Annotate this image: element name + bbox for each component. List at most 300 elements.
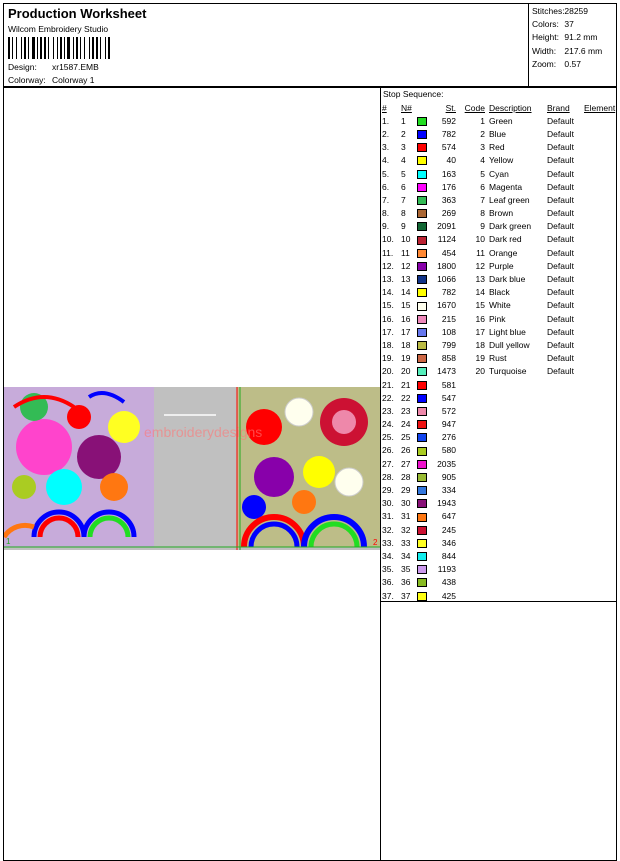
row-needle: 19 <box>401 353 411 364</box>
row-code: 6 <box>480 181 485 192</box>
row-description: Dark red <box>489 234 522 245</box>
row-description <box>489 444 547 457</box>
row-description: Magenta <box>489 181 523 192</box>
swatch-box <box>417 578 427 587</box>
start-marker: 1 <box>6 537 11 546</box>
row-element <box>584 365 615 378</box>
row-description: White <box>489 300 511 311</box>
row-num: 7. <box>382 194 390 205</box>
table-row <box>382 404 615 417</box>
row-code <box>459 483 489 496</box>
color-swatch <box>417 352 433 365</box>
design-info <box>532 6 602 72</box>
row-element <box>584 352 615 365</box>
row-brand: Default <box>547 326 574 337</box>
swatch-box <box>417 302 427 311</box>
row-code <box>459 431 489 444</box>
swatch-box <box>417 565 427 574</box>
swatch-box <box>417 552 427 561</box>
color-swatch <box>417 444 433 457</box>
row-num: 12. <box>382 260 394 271</box>
row-needle: 13 <box>401 274 411 285</box>
color-swatch <box>417 457 433 470</box>
table-row <box>382 246 615 259</box>
row-brand <box>547 549 584 562</box>
page-title: Production Worksheet <box>8 6 147 21</box>
row-needle: 29 <box>401 485 411 496</box>
row-element <box>584 220 615 233</box>
row-stitches: 844 <box>441 550 456 561</box>
color-swatch <box>417 431 433 444</box>
row-element <box>584 127 615 140</box>
row-stitches: 108 <box>441 326 456 337</box>
row-num: 25. <box>382 432 394 443</box>
row-element <box>584 312 615 325</box>
row-element <box>584 286 615 299</box>
table-header-row <box>382 101 615 114</box>
header-divider <box>528 4 529 88</box>
row-description: Dark green <box>489 221 532 232</box>
row-stitches: 176 <box>441 181 456 192</box>
right-motif <box>237 387 380 547</box>
color-swatch <box>417 259 433 272</box>
row-needle: 26 <box>401 445 411 456</box>
design-label: Design: <box>8 62 37 72</box>
row-code <box>459 470 489 483</box>
color-swatch <box>417 154 433 167</box>
color-swatch <box>417 246 433 259</box>
row-stitches: 782 <box>441 128 456 139</box>
row-description: Brown <box>489 208 514 219</box>
row-num: 21. <box>382 379 394 390</box>
color-swatch <box>417 483 433 496</box>
row-brand: Default <box>547 181 574 192</box>
row-brand <box>547 470 584 483</box>
row-stitches: 581 <box>441 379 456 390</box>
table-row <box>382 536 615 549</box>
row-description: Dull yellow <box>489 339 530 350</box>
row-code: 19 <box>475 353 485 364</box>
row-brand <box>547 457 584 470</box>
swatch-box <box>417 367 427 376</box>
row-code <box>459 523 489 536</box>
row-stitches: 547 <box>441 392 456 403</box>
row-num: 8. <box>382 208 390 219</box>
row-element <box>584 325 615 338</box>
swatch-box <box>417 499 427 508</box>
col-header-num: # <box>382 102 387 113</box>
color-swatch <box>417 404 433 417</box>
table-row <box>382 444 615 457</box>
table-row <box>382 418 615 431</box>
row-brand: Default <box>547 234 574 245</box>
col-header-n: N# <box>401 102 412 113</box>
row-code <box>459 391 489 404</box>
col-header-code: Code <box>464 102 485 113</box>
row-stitches: 580 <box>441 445 456 456</box>
row-stitches: 215 <box>441 313 456 324</box>
row-needle: 35 <box>401 564 411 575</box>
row-element <box>584 259 615 272</box>
color-swatch <box>417 141 433 154</box>
table-row <box>382 497 615 510</box>
table-row <box>382 127 615 140</box>
row-element <box>584 141 615 154</box>
table-row <box>382 378 615 391</box>
row-needle: 21 <box>401 379 411 390</box>
swatch-box <box>417 473 427 482</box>
row-brand: Default <box>547 247 574 258</box>
row-stitches: 1124 <box>437 234 456 245</box>
row-description: Leaf green <box>489 194 530 205</box>
row-brand <box>547 404 584 417</box>
swatch-box <box>417 341 427 350</box>
swatch-box <box>417 117 427 126</box>
row-description <box>489 510 547 523</box>
color-swatch <box>417 510 433 523</box>
row-element <box>584 523 615 536</box>
swatch-box <box>417 209 427 218</box>
row-description <box>489 404 547 417</box>
table-row <box>382 207 615 220</box>
row-stitches: 425 <box>441 590 456 601</box>
row-stitches: 1193 <box>437 564 456 575</box>
row-element <box>584 483 615 496</box>
row-description <box>489 549 547 562</box>
row-description <box>489 457 547 470</box>
row-needle: 12 <box>401 260 411 271</box>
notes-area <box>380 601 617 861</box>
color-swatch <box>417 207 433 220</box>
row-brand: Default <box>547 260 574 271</box>
color-swatch <box>417 312 433 325</box>
color-swatch <box>417 576 433 589</box>
row-num: 33. <box>382 537 394 548</box>
row-stitches: 574 <box>441 142 456 153</box>
row-brand: Default <box>547 128 574 139</box>
row-num: 5. <box>382 168 390 179</box>
row-description: Cyan <box>489 168 509 179</box>
row-num: 6. <box>382 181 390 192</box>
row-stitches: 1670 <box>437 300 456 311</box>
row-needle: 25 <box>401 432 411 443</box>
row-needle: 4 <box>401 155 406 166</box>
table-row <box>382 549 615 562</box>
swatch-box <box>417 236 427 245</box>
row-brand: Default <box>547 339 574 350</box>
row-brand: Default <box>547 274 574 285</box>
row-stitches: 1943 <box>437 498 456 509</box>
colorway-label: Colorway: <box>8 75 46 85</box>
col-header-brand: Brand <box>547 102 570 113</box>
table-row <box>382 180 615 193</box>
row-num: 13. <box>382 274 394 285</box>
row-num: 27. <box>382 458 394 469</box>
row-stitches: 1066 <box>437 274 456 285</box>
table-row <box>382 338 615 351</box>
row-stitches: 905 <box>441 471 456 482</box>
row-description: Purple <box>489 260 514 271</box>
row-element <box>584 193 615 206</box>
row-element <box>584 233 615 246</box>
swatch-box <box>417 394 427 403</box>
swatch-box <box>417 288 427 297</box>
row-brand: Default <box>547 208 574 219</box>
row-needle: 3 <box>401 142 406 153</box>
row-needle: 6 <box>401 181 406 192</box>
row-stitches: 858 <box>441 353 456 364</box>
row-needle: 24 <box>401 419 411 430</box>
row-stitches: 1800 <box>437 260 456 271</box>
row-element <box>584 338 615 351</box>
row-brand <box>547 431 584 444</box>
row-needle: 27 <box>401 458 411 469</box>
swatch-box <box>417 526 427 535</box>
row-code: 13 <box>475 274 485 285</box>
table-row <box>382 325 615 338</box>
row-description <box>489 470 547 483</box>
row-code: 7 <box>480 194 485 205</box>
row-brand: Default <box>547 287 574 298</box>
stop-sequence-table <box>382 101 615 602</box>
row-num: 36. <box>382 577 394 588</box>
swatch-box <box>417 328 427 337</box>
row-element <box>584 154 615 167</box>
table-row <box>382 272 615 285</box>
row-element <box>584 497 615 510</box>
row-needle: 16 <box>401 313 411 324</box>
color-swatch <box>417 233 433 246</box>
color-swatch <box>417 523 433 536</box>
color-swatch <box>417 272 433 285</box>
row-element <box>584 114 615 127</box>
table-row <box>382 483 615 496</box>
color-swatch <box>417 378 433 391</box>
row-description: Turquoise <box>489 366 527 377</box>
row-needle: 2 <box>401 128 406 139</box>
row-description: Green <box>489 115 513 126</box>
row-description <box>489 483 547 496</box>
row-description: Dark blue <box>489 274 526 285</box>
row-num: 1. <box>382 115 390 126</box>
row-num: 22. <box>382 392 394 403</box>
color-swatch <box>417 365 433 378</box>
row-code <box>459 536 489 549</box>
swatch-box <box>417 592 427 601</box>
row-needle: 23 <box>401 405 411 416</box>
row-brand: Default <box>547 353 574 364</box>
row-brand: Default <box>547 155 574 166</box>
info-zoom: Zoom: 0.57 <box>532 58 581 69</box>
row-stitches: 276 <box>441 432 456 443</box>
row-description <box>489 523 547 536</box>
swatch-box <box>417 513 427 522</box>
row-needle: 14 <box>401 287 411 298</box>
row-code: 14 <box>475 287 485 298</box>
row-num: 35. <box>382 564 394 575</box>
swatch-box <box>417 433 427 442</box>
row-needle: 11 <box>401 247 410 258</box>
row-code <box>459 444 489 457</box>
row-stitches: 2035 <box>437 458 456 469</box>
row-element <box>584 457 615 470</box>
row-element <box>584 246 615 259</box>
row-code <box>459 510 489 523</box>
swatch-box <box>417 249 427 258</box>
color-swatch <box>417 127 433 140</box>
row-code: 5 <box>480 168 485 179</box>
row-stitches: 454 <box>441 247 456 258</box>
row-element <box>584 431 615 444</box>
row-num: 17. <box>382 326 394 337</box>
color-swatch <box>417 325 433 338</box>
stop-sequence-panel <box>380 87 617 602</box>
row-needle: 28 <box>401 471 411 482</box>
row-needle: 7 <box>401 194 406 205</box>
row-code: 4 <box>480 155 485 166</box>
row-brand <box>547 444 584 457</box>
row-needle: 10 <box>401 234 411 245</box>
row-code <box>459 549 489 562</box>
color-swatch <box>417 338 433 351</box>
row-num: 9. <box>382 221 390 232</box>
row-stitches: 782 <box>441 287 456 298</box>
row-needle: 32 <box>401 524 411 535</box>
row-element <box>584 536 615 549</box>
row-needle: 33 <box>401 537 411 548</box>
info-height: Height: 91.2 mm <box>532 32 598 43</box>
row-brand <box>547 378 584 391</box>
row-num: 23. <box>382 405 394 416</box>
row-code <box>459 576 489 589</box>
row-stitches: 438 <box>441 577 456 588</box>
row-brand: Default <box>547 221 574 232</box>
design-row <box>8 62 99 72</box>
row-element <box>584 444 615 457</box>
row-stitches: 2091 <box>437 221 456 232</box>
row-stitches: 592 <box>441 115 456 126</box>
row-description: Blue <box>489 128 507 139</box>
swatch-box <box>417 315 427 324</box>
row-stitches: 269 <box>441 208 456 219</box>
row-brand <box>547 497 584 510</box>
row-element <box>584 549 615 562</box>
row-description: Yellow <box>489 155 514 166</box>
row-description <box>489 418 547 431</box>
swatch-box <box>417 143 427 152</box>
row-code: 16 <box>475 313 485 324</box>
color-swatch <box>417 549 433 562</box>
row-num: 24. <box>382 419 394 430</box>
row-description: Pink <box>489 313 506 324</box>
table-row <box>382 233 615 246</box>
app-name: Wilcom Embroidery Studio <box>8 24 109 34</box>
table-row <box>382 193 615 206</box>
row-element <box>584 272 615 285</box>
row-num: 2. <box>382 128 390 139</box>
row-element <box>584 576 615 589</box>
col-header-element: Element <box>584 102 616 113</box>
table-row <box>382 510 615 523</box>
row-code: 9 <box>480 221 485 232</box>
row-description <box>489 378 547 391</box>
row-needle: 34 <box>401 550 411 561</box>
color-swatch <box>417 470 433 483</box>
color-swatch <box>417 418 433 431</box>
swatch-box <box>417 407 427 416</box>
row-needle: 37 <box>401 590 411 601</box>
row-element <box>584 470 615 483</box>
row-needle: 30 <box>401 498 411 509</box>
table-row <box>382 563 615 576</box>
row-num: 16. <box>382 313 394 324</box>
row-element <box>584 378 615 391</box>
row-num: 26. <box>382 445 394 456</box>
worksheet-header <box>3 3 617 87</box>
row-brand: Default <box>547 115 574 126</box>
swatch-box <box>417 381 427 390</box>
row-brand: Default <box>547 194 574 205</box>
color-swatch <box>417 167 433 180</box>
table-row <box>382 457 615 470</box>
row-description: Light blue <box>489 326 526 337</box>
row-code <box>459 563 489 576</box>
row-stitches: 572 <box>441 405 456 416</box>
row-stitches: 245 <box>441 524 456 535</box>
row-element <box>584 207 615 220</box>
row-brand: Default <box>547 142 574 153</box>
table-row <box>382 391 615 404</box>
row-num: 28. <box>382 471 394 482</box>
row-code: 12 <box>475 260 485 271</box>
row-code <box>459 457 489 470</box>
row-stitches: 163 <box>441 168 456 179</box>
swatch-box <box>417 486 427 495</box>
info-width: Width: 217.6 mm <box>532 45 603 56</box>
color-swatch <box>417 299 433 312</box>
row-element <box>584 563 615 576</box>
table-row <box>382 299 615 312</box>
row-code: 15 <box>475 300 485 311</box>
row-needle: 31 <box>401 511 411 522</box>
row-needle: 1 <box>401 115 406 126</box>
row-num: 20. <box>382 366 394 377</box>
row-brand: Default <box>547 168 574 179</box>
swatch-box <box>417 447 427 456</box>
info-colors: Colors: 37 <box>532 19 574 30</box>
swatch-box <box>417 262 427 271</box>
swatch-box <box>417 354 427 363</box>
row-description <box>489 536 547 549</box>
row-stitches: 799 <box>441 339 456 350</box>
col-header-st: St. <box>445 102 456 113</box>
table-row <box>382 114 615 127</box>
embroidery-design-preview <box>4 387 380 550</box>
row-brand <box>547 563 584 576</box>
table-row <box>382 365 615 378</box>
row-brand <box>547 391 584 404</box>
row-needle: 8 <box>401 208 406 219</box>
row-num: 4. <box>382 155 390 166</box>
row-stitches: 947 <box>441 419 456 430</box>
color-swatch <box>417 286 433 299</box>
swatch-box <box>417 460 427 469</box>
row-num: 29. <box>382 485 394 496</box>
color-swatch <box>417 180 433 193</box>
watermark-text: embroiderydesigns <box>144 424 263 440</box>
row-description: Black <box>489 287 510 298</box>
table-row <box>382 576 615 589</box>
